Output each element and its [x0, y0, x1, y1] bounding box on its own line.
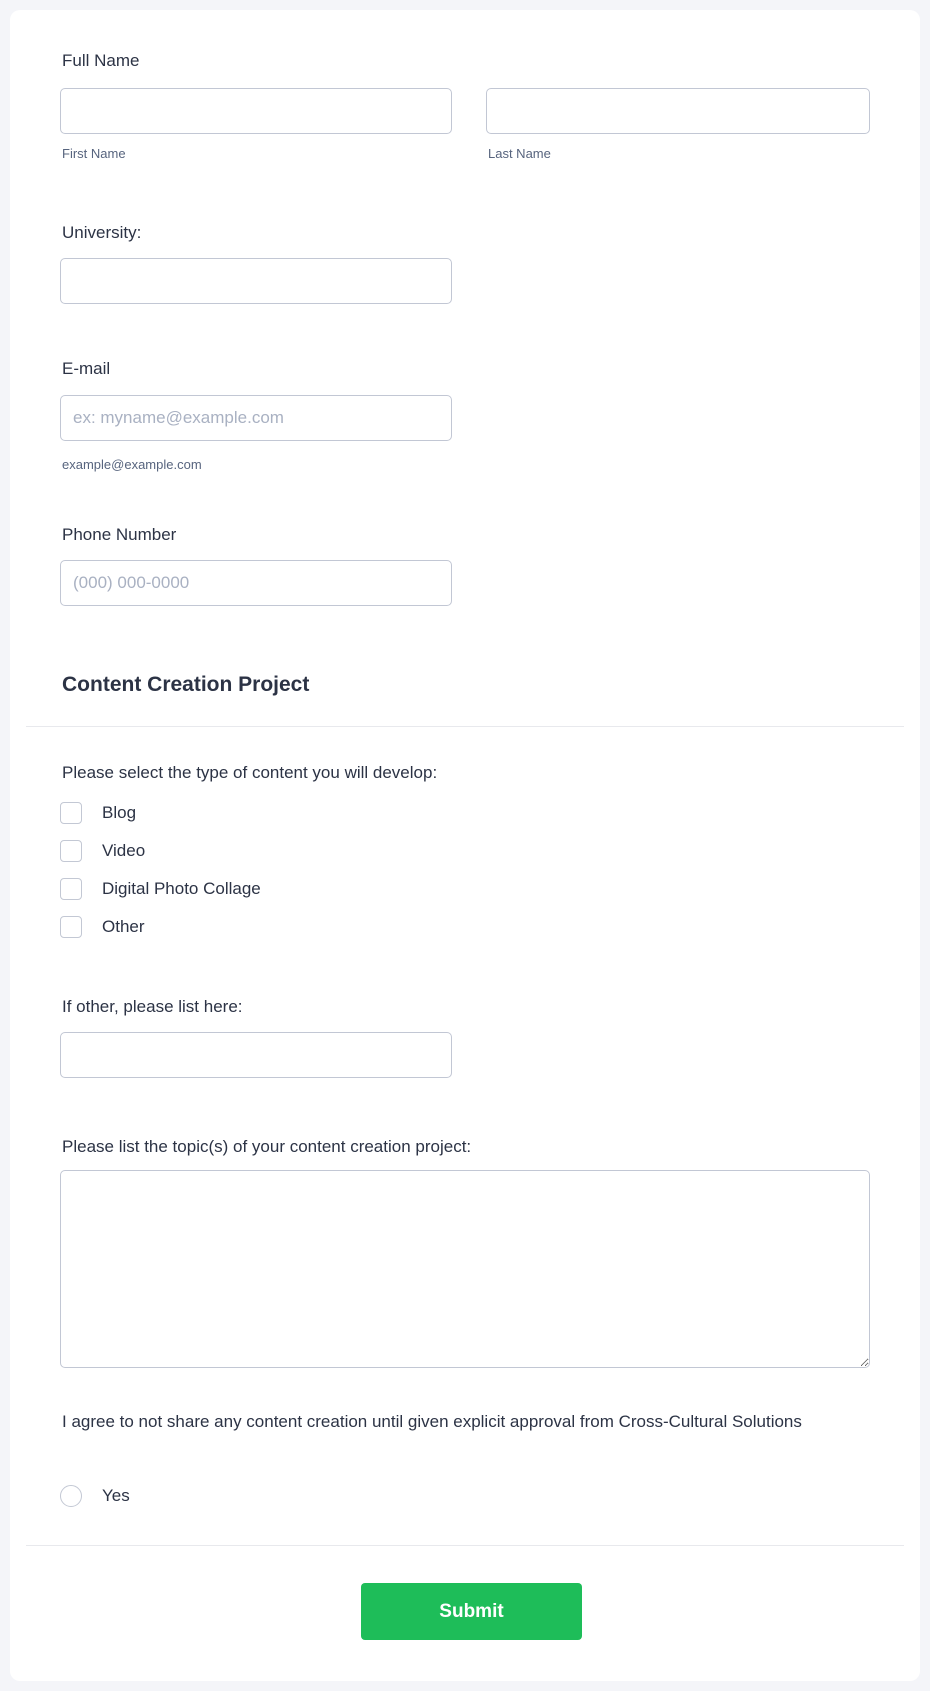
topics-textarea[interactable] [60, 1170, 870, 1368]
radio-row-yes [60, 1485, 130, 1507]
if-other-input[interactable] [60, 1032, 452, 1078]
video-checkbox-label[interactable]: Video [102, 841, 146, 860]
first-name-input[interactable] [60, 88, 452, 134]
form-card [10, 10, 920, 1681]
checkbox-row-blog [60, 802, 136, 824]
email-sublabel: example@example.com [62, 457, 202, 472]
other-checkbox-label[interactable]: Other [102, 917, 145, 936]
full-name-label: Full Name [62, 51, 140, 70]
blog-checkbox[interactable] [60, 802, 82, 824]
topics-label: Please list the topic(s) of your content creation project: [62, 1137, 472, 1156]
agreement-label: I agree to not share any content creation until given explicit approval from Cross-Cultural Solutions [62, 1412, 802, 1431]
email-label: E-mail [62, 359, 111, 378]
digital-photo-collage-checkbox-label[interactable]: Digital Photo Collage [102, 879, 261, 898]
first-name-sublabel: First Name [62, 146, 126, 161]
section-divider [26, 726, 904, 727]
phone-input[interactable] [60, 560, 452, 606]
digital-photo-collage-checkbox[interactable] [60, 878, 82, 900]
submit-button[interactable]: Submit [361, 1583, 582, 1640]
yes-radio-label[interactable]: Yes [102, 1486, 130, 1505]
blog-checkbox-label[interactable]: Blog [102, 803, 137, 822]
yes-radio[interactable] [60, 1485, 82, 1507]
checkbox-row-digital-photo-collage [60, 878, 261, 900]
footer-divider [26, 1545, 904, 1546]
last-name-sublabel: Last Name [488, 146, 551, 161]
video-checkbox[interactable] [60, 840, 82, 862]
checkbox-row-video [60, 840, 145, 862]
if-other-label: If other, please list here: [62, 997, 243, 1016]
email-input[interactable] [60, 395, 452, 441]
checkbox-row-other [60, 916, 145, 938]
phone-label: Phone Number [62, 525, 177, 544]
last-name-input[interactable] [486, 88, 870, 134]
university-input[interactable] [60, 258, 452, 304]
other-checkbox[interactable] [60, 916, 82, 938]
section-heading: Content Creation Project [62, 673, 310, 696]
university-label: University: [62, 223, 142, 242]
content-type-label: Please select the type of content you will develop: [62, 763, 438, 782]
